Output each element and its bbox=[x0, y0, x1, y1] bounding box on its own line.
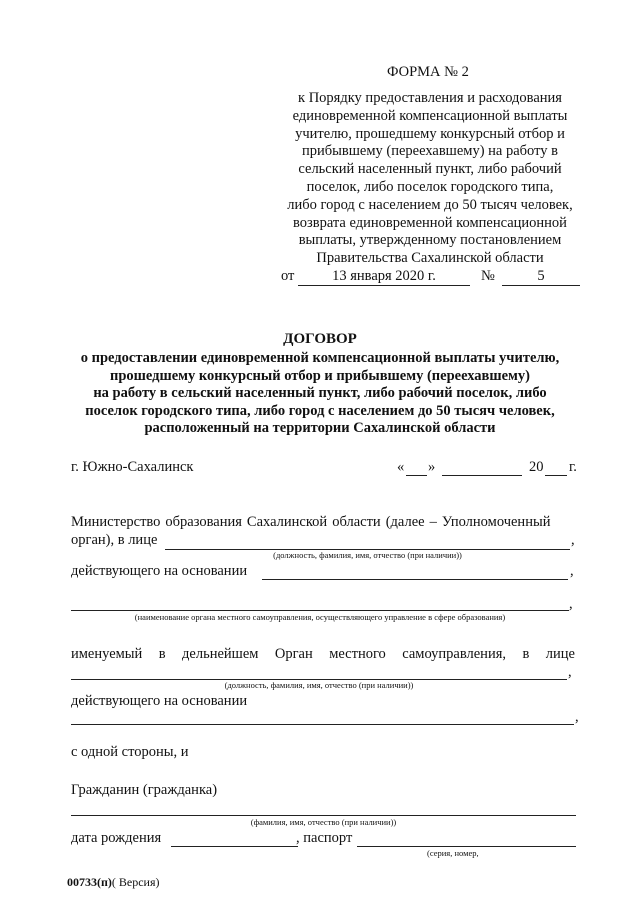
ministry-text-line2: орган), в лице bbox=[71, 532, 158, 548]
basis-field-2[interactable] bbox=[71, 724, 574, 725]
date-open-quote: « bbox=[397, 459, 405, 475]
birth-date-field[interactable] bbox=[171, 846, 298, 847]
preamble-line: единовременной компенсационной выплаты bbox=[292, 107, 568, 124]
year-suffix: г. bbox=[569, 459, 577, 475]
word: Орган bbox=[274, 646, 313, 662]
year-field[interactable] bbox=[545, 475, 567, 476]
birth-date-label: дата рождения bbox=[71, 830, 162, 846]
comma: , bbox=[575, 709, 579, 725]
form-preamble bbox=[270, 90, 590, 268]
preamble-line: сельский населенный пункт, либо рабочий bbox=[298, 161, 562, 178]
city-name: г. Южно-Сахалинск bbox=[71, 459, 194, 475]
form-number-title: ФОРМА № 2 bbox=[387, 64, 469, 80]
hint-authority-name: (наименование органа местного самоуправления, осуществляющего управление в сфере образования) bbox=[134, 612, 506, 622]
word: в bbox=[158, 646, 166, 662]
comma: , bbox=[569, 596, 573, 612]
doc-code: 00733(п) bbox=[67, 875, 112, 889]
date-underline bbox=[298, 285, 470, 286]
number-underline bbox=[502, 285, 580, 286]
word: лице bbox=[545, 646, 575, 662]
number-label: № bbox=[481, 268, 495, 284]
month-field[interactable] bbox=[442, 475, 522, 476]
preamble-line: поселок, либо поселок городского типа, bbox=[306, 178, 554, 195]
footer-code bbox=[67, 875, 160, 890]
citizen-label: Гражданин (гражданка) bbox=[71, 782, 218, 798]
subtitle-line: поселок городского типа, либо город с населением до 50 тысяч человек, bbox=[85, 402, 555, 419]
word: самоуправления, bbox=[402, 646, 506, 662]
passport-field[interactable] bbox=[357, 846, 576, 847]
contract-subtitle bbox=[20, 350, 620, 438]
hint-position-name: (должность, фамилия, имя, отчество (при наличии)) bbox=[224, 680, 414, 690]
contract-title: ДОГОВОР bbox=[283, 331, 357, 347]
doc-version: ( Версия) bbox=[111, 875, 160, 889]
decree-date: 13 января 2020 г. bbox=[332, 268, 436, 284]
passport-label: , паспорт bbox=[296, 830, 353, 846]
word: дельнейшем bbox=[182, 646, 259, 662]
subtitle-line: о предоставлении единовременной компенсационной выплаты учителю, bbox=[80, 350, 560, 366]
word: в bbox=[522, 646, 530, 662]
word: местного bbox=[329, 646, 386, 662]
authority-name-field[interactable] bbox=[71, 610, 569, 611]
year-prefix: 20 bbox=[529, 459, 544, 475]
from-label: от bbox=[281, 268, 295, 284]
preamble-line: учителю, прошедшему конкурсный отбор и bbox=[295, 125, 565, 142]
day-field[interactable] bbox=[406, 475, 427, 476]
citizen-name-field[interactable] bbox=[71, 815, 576, 816]
subtitle-line: на работу в сельский населенный пункт, либо рабочий поселок, либо bbox=[93, 385, 547, 402]
acting-basis-label: действующего на основании bbox=[71, 563, 248, 579]
comma: , bbox=[568, 664, 572, 680]
ministry-text-line1: Министерство образования Сахалинской области (далее – Уполномоченный bbox=[71, 514, 551, 530]
preamble-line: либо город с населением до 50 тысяч человек, bbox=[287, 196, 573, 213]
comma: , bbox=[570, 563, 574, 579]
basis-field[interactable] bbox=[262, 579, 568, 580]
one-side-text: с одной стороны, и bbox=[71, 744, 189, 760]
hint-citizen-name: (фамилия, имя, отчество (при наличии)) bbox=[250, 817, 397, 827]
hint-passport: (серия, номер, bbox=[427, 848, 479, 858]
date-close-quote: » bbox=[428, 459, 436, 475]
preamble-line: к Порядку предоставления и расходования bbox=[298, 90, 562, 106]
named-line bbox=[71, 646, 575, 663]
subtitle-line: расположенный на территории Сахалинской области bbox=[144, 420, 496, 437]
subtitle-line: прошедшему конкурсный отбор и прибывшему (переехавшему) bbox=[109, 367, 531, 384]
acting-basis-label-2: действующего на основании bbox=[71, 693, 248, 709]
hint-position-name: (должность, фамилия, имя, отчество (при наличии)) bbox=[273, 550, 462, 560]
comma: , bbox=[571, 532, 575, 548]
decree-number: 5 bbox=[537, 268, 545, 284]
preamble-line: Правительства Сахалинской области bbox=[316, 250, 544, 267]
preamble-line: выплаты, утвержденному постановлением bbox=[298, 232, 562, 249]
word: именуемый bbox=[71, 646, 143, 662]
preamble-line: прибывшему (переехавшему) на работу в bbox=[302, 143, 558, 160]
preamble-line: возврата единовременной компенсационной bbox=[293, 214, 567, 231]
